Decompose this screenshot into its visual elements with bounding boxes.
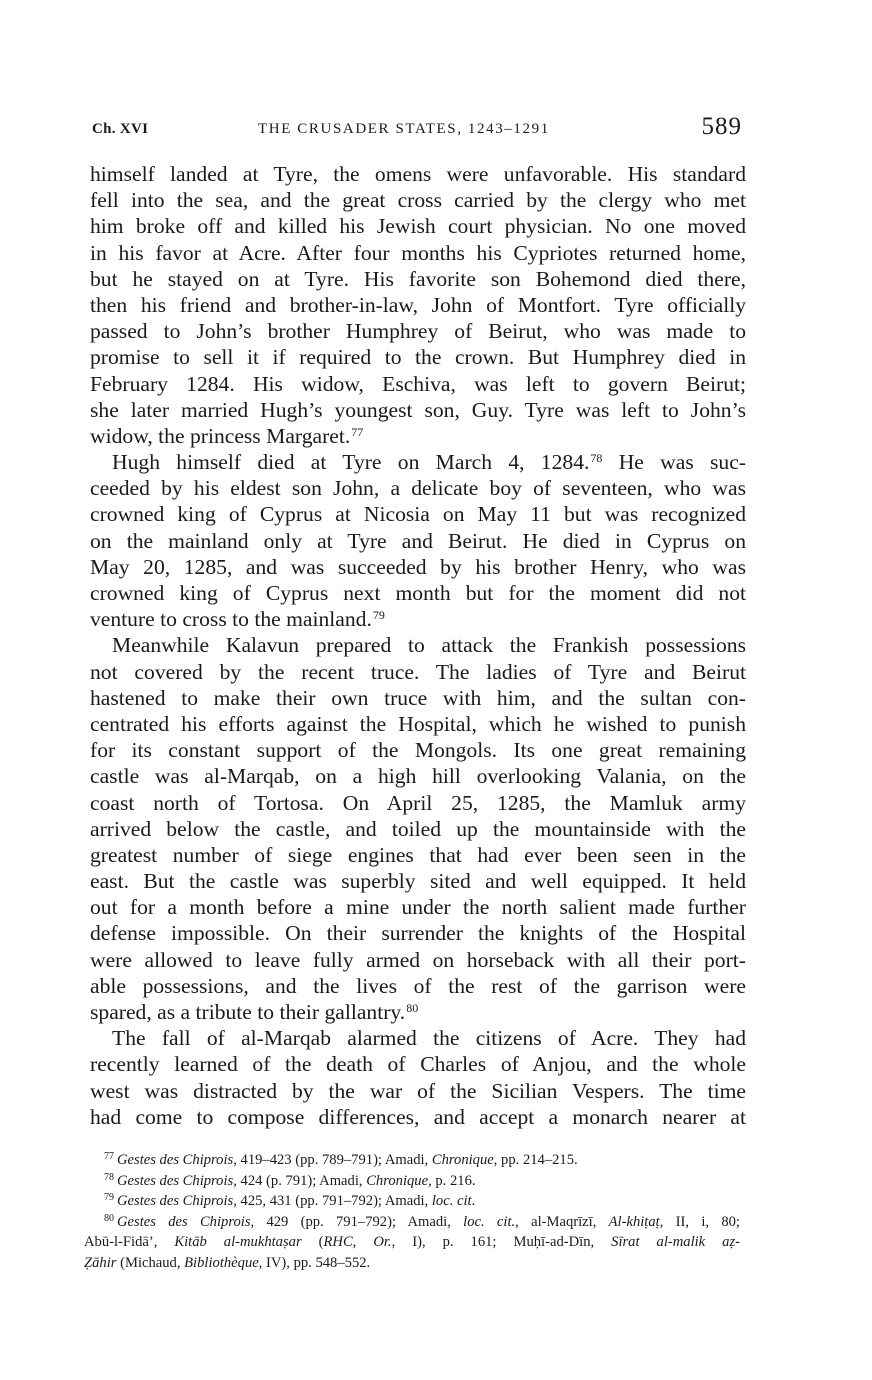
text-line: The fall of al-Marqab alarmed the citizens of Acre. They had xyxy=(112,1026,746,1051)
footnote-text: , 425, 431 (pp. 791–792); Amadi, xyxy=(233,1193,432,1210)
text-line xyxy=(90,449,746,475)
text-line: May 20, 1285, and was succeeded by his brother Henry, who was xyxy=(90,554,746,579)
text-line xyxy=(90,999,746,1025)
text-line: east. But the castle was superbly sited and well equipped. It held xyxy=(90,869,746,894)
chapter-label: Ch. XVI xyxy=(92,121,149,137)
footnote-title: loc. cit xyxy=(431,1193,472,1210)
body-text xyxy=(90,161,746,1130)
footnote-text: ( xyxy=(301,1234,324,1251)
footnote-title: Chronique xyxy=(431,1152,494,1168)
line-text: widow, the princess Margaret. xyxy=(90,423,351,448)
text-line: were allowed to leave fully armed on horseback with all their port- xyxy=(90,947,746,972)
text-line: promise to sell it if required to the crown. But Humphrey died in xyxy=(90,345,746,370)
line-text: spared, as a tribute to their gallantry. xyxy=(90,1000,406,1024)
text-line: him broke off and killed his Jewish court physician. No one moved xyxy=(90,214,746,239)
text-line: himself landed at Tyre, the omens were unfavorable. His standard xyxy=(90,162,746,186)
line-text: venture to cross to the mainland. xyxy=(90,607,372,632)
text-line: but he stayed on at Tyre. His favorite son Bohemond died there, xyxy=(90,266,746,291)
footnote-title: Al-khiṭaṭ xyxy=(608,1213,660,1230)
text-line: had come to compose differences, and accept a monarch nearer at xyxy=(90,1104,746,1129)
text-line xyxy=(90,606,746,632)
footnote-number: 78 xyxy=(104,1171,114,1183)
text-line xyxy=(90,423,746,449)
footnote-title: Gestes des Chiprois xyxy=(117,1152,234,1168)
text-line: February 1284. His widow, Eschiva, was left to govern Beirut; xyxy=(90,371,746,396)
footnote-title: Ẓāhir xyxy=(84,1254,117,1271)
text-line: greatest number of siege engines that had ever been seen in the xyxy=(90,842,746,867)
footnote-title: Bibliothèque xyxy=(184,1254,259,1271)
footnote-text: , al-Maqrīzī, xyxy=(515,1213,609,1230)
footnote-title: Kitāb al-mukhtaṣar xyxy=(174,1234,302,1251)
footnote-ref-77[interactable]: 77 xyxy=(351,424,364,439)
running-header xyxy=(90,113,746,147)
footnote-text: , p. 216. xyxy=(428,1172,476,1189)
text-line: castle was al-Marqab, on a high hill overlooking Valania, on the xyxy=(90,764,746,789)
page-number: 589 xyxy=(701,113,742,140)
footnote-78 xyxy=(104,1171,740,1192)
footnote-ref-79[interactable]: 79 xyxy=(372,608,385,623)
text-line: coast north of Tortosa. On April 25, 1285, the Mamluk army xyxy=(90,790,746,815)
footnote-number: 79 xyxy=(104,1192,114,1204)
text-line: ceeded by his eldest son John, a delicate boy of seventeen, who was xyxy=(90,476,746,501)
footnote-ref-78[interactable]: 78 xyxy=(590,451,603,466)
text-line: passed to John’s brother Humphrey of Beirut, who was made to xyxy=(90,319,746,344)
footnote-text: (Michaud, xyxy=(116,1254,185,1271)
text-line: arrived below the castle, and toiled up the mountainside with the xyxy=(90,816,746,841)
text-line: crowned king of Cyprus next month but for the moment did not xyxy=(90,581,746,605)
footnote-79 xyxy=(104,1191,740,1212)
footnotes xyxy=(84,1150,740,1274)
footnote-text: , 424 (p. 791); Amadi, xyxy=(233,1172,367,1189)
footnote-text: , II, i, 80; xyxy=(659,1213,740,1230)
footnote-title: Sīrat al-malik aẓ- xyxy=(611,1234,740,1251)
text-line: crowned king of Cyprus at Nicosia on May 11 but was recognized xyxy=(90,502,746,527)
footnote-title: RHC, Or. xyxy=(323,1234,392,1251)
text-line: in his favor at Acre. After four months his Cypriotes returned home, xyxy=(90,240,746,265)
text-line: on the mainland only at Tyre and Beirut. He died in Cyprus on xyxy=(90,528,746,553)
footnote-text: . xyxy=(471,1193,476,1210)
footnote-title: Gestes des Chiprois xyxy=(117,1172,234,1189)
footnote-title: Gestes des Chiprois xyxy=(117,1193,234,1210)
footnote-number: 80 xyxy=(104,1212,114,1224)
text-line: she later married Hugh’s youngest son, Guy. Tyre was left to John’s xyxy=(90,397,746,422)
text-line: recently learned of the death of Charles of Anjou, and the whole xyxy=(90,1052,746,1077)
text-line: hastened to make their own truce with him, and the sultan con- xyxy=(90,685,746,710)
footnote-77 xyxy=(104,1150,740,1171)
footnote-number: 77 xyxy=(104,1151,114,1162)
footnote-title: Chronique xyxy=(366,1172,429,1189)
footnote-title: Gestes des Chiprois xyxy=(117,1213,251,1230)
text-line: centrated his efforts against the Hospital, which he wished to punish xyxy=(90,711,746,736)
footnote-text: Abū-l-Fidā’, xyxy=(84,1234,175,1251)
text-line: fell into the sea, and the great cross carried by the clergy who met xyxy=(90,188,746,213)
text-line: Meanwhile Kalavun prepared to attack the Frankish possessions xyxy=(112,633,746,658)
footnote-text: , I), p. 161; Muḥī-ad-Dīn, xyxy=(391,1234,612,1251)
footnote-80-cont xyxy=(84,1253,740,1274)
footnote-text: , 419–423 (pp. 789–791); Amadi, xyxy=(233,1152,432,1168)
footnote-text: , IV), pp. 548–552. xyxy=(258,1254,371,1271)
text-line: not covered by the recent truce. The ladies of Tyre and Beirut xyxy=(90,659,746,684)
footnote-text: , 429 (pp. 791–792); Amadi, xyxy=(250,1213,464,1230)
text-line: then his friend and brother-in-law, John of Montfort. Tyre officially xyxy=(90,292,746,317)
footnote-80-cont xyxy=(84,1232,740,1253)
footnote-text: , pp. 214–215. xyxy=(493,1152,578,1168)
text-line: west was distracted by the war of the Sicilian Vespers. The time xyxy=(90,1078,746,1103)
footnote-80 xyxy=(104,1212,740,1233)
footnote-ref-80[interactable]: 80 xyxy=(406,1001,419,1015)
text-line: out for a month before a mine under the north salient made further xyxy=(90,895,746,920)
line-text: Hugh himself died at Tyre on March 4, 1284. xyxy=(112,450,590,475)
text-line: for its constant support of the Mongols. Its one great remaining xyxy=(90,738,746,763)
text-line: able possessions, and the lives of the rest of the garrison were xyxy=(90,973,746,998)
running-title: THE CRUSADER STATES, 1243–1291 xyxy=(258,121,550,137)
footnote-title: loc. cit. xyxy=(463,1213,516,1230)
line-text-tail: He was suc- xyxy=(602,450,746,475)
text-line: defense impossible. On their surrender the knights of the Hospital xyxy=(90,921,746,946)
